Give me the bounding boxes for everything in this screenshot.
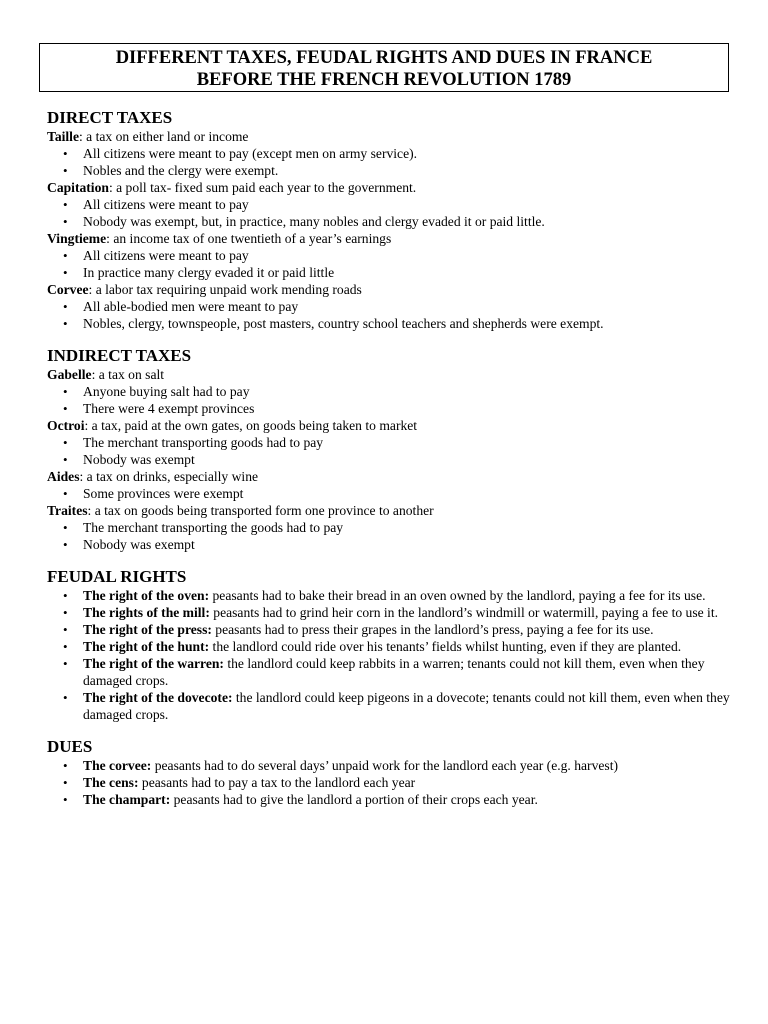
list-item: • There were 4 exempt provinces: [47, 400, 737, 417]
feudal-rights-list: [47, 587, 737, 723]
list-item: [47, 587, 737, 604]
list-item: • Nobody was exempt: [47, 451, 737, 468]
list-item: [47, 757, 737, 774]
tax-desc: : an income tax of one twentieth of a year’s earnings: [106, 231, 392, 246]
right-desc: the landlord could keep pigeons in a dovecote; tenants could not kill them, even when they damaged crops.: [83, 690, 730, 722]
dues-list: [47, 757, 737, 808]
title-line-2: BEFORE THE FRENCH REVOLUTION 1789: [196, 70, 572, 90]
right-term: The rights of the mill:: [83, 605, 210, 620]
tax-term: Traites: [47, 503, 88, 518]
tax-desc: : a tax on salt: [91, 367, 165, 382]
list-item: • The merchant transporting goods had to pay: [47, 434, 737, 451]
list-item: • All citizens were meant to pay (except men on army service).: [47, 145, 737, 162]
list-item: [47, 791, 737, 808]
list-item: • The merchant transporting the goods had to pay: [47, 519, 737, 536]
document-body: [47, 108, 737, 808]
list-item: • Anyone buying salt had to pay: [47, 383, 737, 400]
tax-entry-traites: [47, 502, 737, 519]
tax-term: Corvee: [47, 282, 89, 297]
right-desc: peasants had to grind heir corn in the landlord’s windmill or watermill, paying a fee to use it.: [209, 605, 719, 620]
list-item: • In practice many clergy evaded it or paid little: [47, 264, 737, 281]
tax-term: Gabelle: [47, 367, 92, 382]
due-desc: peasants had to do several days’ unpaid work for the landlord each year (e.g. harvest): [151, 758, 618, 773]
list-item: • All able-bodied men were meant to pay: [47, 298, 737, 315]
document-title: [39, 43, 729, 92]
tax-term: Capitation: [47, 180, 109, 195]
tax-desc: : a poll tax- fixed sum paid each year to the government.: [108, 180, 417, 195]
title-line-1: DIFFERENT TAXES, FEUDAL RIGHTS AND DUES IN FRANCE: [115, 48, 653, 68]
due-term: The cens:: [83, 775, 139, 790]
direct-taxes-heading: DIRECT TAXES: [47, 108, 173, 127]
tax-entry-aides: [47, 468, 737, 485]
right-term: The right of the warren:: [83, 656, 224, 671]
tax-term: Aides: [47, 469, 80, 484]
bullet-list: [47, 383, 737, 417]
tax-entry-vingtieme: [47, 230, 737, 247]
bullet-list: [47, 485, 737, 502]
right-term: The right of the press:: [83, 622, 212, 637]
list-item: [47, 604, 737, 621]
tax-desc: : a labor tax requiring unpaid work mending roads: [88, 282, 362, 297]
right-term: The right of the dovecote:: [83, 690, 233, 705]
due-desc: peasants had to give the landlord a portion of their crops each year.: [170, 792, 538, 807]
tax-desc: : a tax on either land or income: [78, 129, 249, 144]
list-item: [47, 638, 737, 655]
right-term: The right of the hunt:: [83, 639, 210, 654]
list-item: [47, 689, 737, 723]
due-term: The champart:: [83, 792, 171, 807]
due-desc: peasants had to pay a tax to the landlord each year: [138, 775, 416, 790]
bullet-list: [47, 519, 737, 553]
tax-entry-capitation: [47, 179, 737, 196]
right-desc: peasants had to press their grapes in the landlord’s press, paying a fee for its use.: [211, 622, 654, 637]
list-item: • Nobles, clergy, townspeople, post masters, country school teachers and shepherds were exempt.: [47, 315, 737, 332]
list-item: • All citizens were meant to pay: [47, 247, 737, 264]
list-item: • Nobles and the clergy were exempt.: [47, 162, 737, 179]
bullet-list: [47, 196, 737, 230]
bullet-list: [47, 298, 737, 332]
tax-term: Octroi: [47, 418, 85, 433]
list-item: • Nobody was exempt: [47, 536, 737, 553]
dues-heading: DUES: [47, 737, 93, 756]
tax-term: Vingtieme: [47, 231, 107, 246]
list-item: [47, 774, 737, 791]
list-item: [47, 655, 737, 689]
list-item: • All citizens were meant to pay: [47, 196, 737, 213]
tax-entry-corvee: [47, 281, 737, 298]
right-desc: the landlord could ride over his tenants’ fields whilst hunting, even if they are planted.: [209, 639, 682, 654]
tax-term: Taille: [47, 129, 79, 144]
tax-entry-octroi: [47, 417, 737, 434]
tax-entry-taille: [47, 128, 737, 145]
right-desc: the landlord could keep rabbits in a warren; tenants could not kill them, even when they damaged crops.: [83, 656, 705, 688]
feudal-rights-heading: FEUDAL RIGHTS: [47, 567, 187, 586]
list-item: • Some provinces were exempt: [47, 485, 737, 502]
indirect-taxes-heading: INDIRECT TAXES: [47, 346, 192, 365]
tax-desc: : a tax on drinks, especially wine: [79, 469, 259, 484]
tax-desc: : a tax, paid at the own gates, on goods being taken to market: [84, 418, 418, 433]
right-term: The right of the oven:: [83, 588, 210, 603]
list-item: [47, 621, 737, 638]
due-term: The corvee:: [83, 758, 152, 773]
tax-desc: : a tax on goods being transported form one province to another: [87, 503, 434, 518]
list-item: • Nobody was exempt, but, in practice, many nobles and clergy evaded it or paid little.: [47, 213, 737, 230]
tax-entry-gabelle: [47, 366, 737, 383]
bullet-list: [47, 247, 737, 281]
bullet-list: [47, 434, 737, 468]
bullet-list: [47, 145, 737, 179]
right-desc: peasants had to bake their bread in an oven owned by the landlord, paying a fee for its use.: [209, 588, 706, 603]
